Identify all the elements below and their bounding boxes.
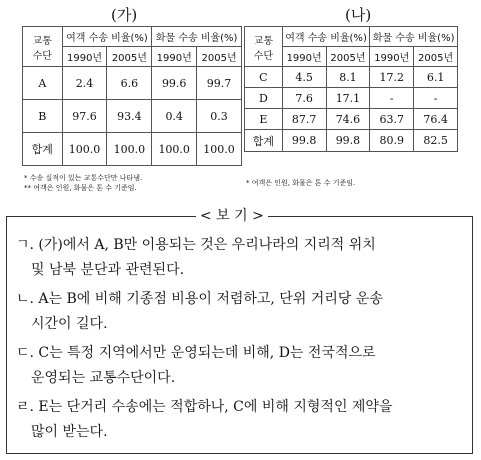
table-row [23, 67, 242, 100]
table-row [245, 109, 458, 130]
table-na [244, 26, 458, 152]
cell: 97.6 [62, 100, 107, 133]
cell: 82.5 [414, 130, 458, 152]
cell: 8.1 [326, 67, 370, 88]
cell: 100.0 [107, 133, 152, 166]
cell: 80.9 [370, 130, 414, 152]
bogi-item-line: 및 남북 분단과 관련된다. [31, 262, 185, 278]
header-passenger: 여객 수송 비율(%) [282, 27, 370, 47]
table-ga [22, 26, 242, 166]
cell: 63.7 [370, 109, 414, 130]
cell: 100.0 [62, 133, 107, 166]
bogi-item-line: 시간이 길다. [31, 316, 108, 332]
footnote: * 여객은 인원, 화물은 톤 수 기준임. [246, 179, 356, 187]
table-na-title: (나) [345, 6, 372, 24]
cell: 99.8 [282, 130, 326, 152]
cell: 99.8 [326, 130, 370, 152]
cell: - [370, 88, 414, 109]
bogi-item [16, 287, 456, 337]
row-label: A [23, 67, 63, 100]
row-label: B [23, 100, 63, 133]
cell: 17.1 [326, 88, 370, 109]
header-year: 2005년 [197, 47, 242, 67]
cell: 6.6 [107, 67, 152, 100]
cell: 6.1 [414, 67, 458, 88]
header-passenger: 여객 수송 비율(%) [62, 27, 152, 47]
cell: 87.7 [282, 109, 326, 130]
bogi-item-line: 운영되는 교통수단이다. [31, 370, 176, 386]
header-year: 1990년 [62, 47, 107, 67]
bogi-item-line: ㄷ. C는 특정 지역에서만 운영되는데 비해, D는 전국적으로 [16, 345, 376, 361]
cell: 100.0 [152, 133, 197, 166]
table-row [23, 100, 242, 133]
header-year: 2005년 [107, 47, 152, 67]
cell: 0.3 [197, 100, 242, 133]
cell: 100.0 [197, 133, 242, 166]
cell: 93.4 [107, 100, 152, 133]
table-row [245, 88, 458, 109]
cell: 99.7 [197, 67, 242, 100]
footnote: ** 여객은 인원, 화물은 톤 수 기준임. [24, 184, 137, 192]
header-year: 1990년 [152, 47, 197, 67]
row-label: D [245, 88, 283, 109]
cell: 7.6 [282, 88, 326, 109]
header-year: 2005년 [414, 47, 458, 67]
table-row [245, 130, 458, 152]
cell: 2.4 [62, 67, 107, 100]
bogi-item-line: 많이 받는다. [31, 424, 108, 440]
bogi-title: < 보 기 > [196, 205, 268, 225]
header-cargo: 화물 수송 비율(%) [370, 27, 458, 47]
table-row [245, 67, 458, 88]
header-year: 1990년 [370, 47, 414, 67]
bogi-item-line: ㄴ. A는 B에 비해 기종점 비용이 저렴하고, 단위 거리당 운송 [16, 291, 383, 307]
row-label: C [245, 67, 283, 88]
bogi-item [16, 341, 456, 391]
row-label: 합계 [23, 133, 63, 166]
table-row [23, 133, 242, 166]
table-ga-title: (가) [111, 6, 138, 24]
bogi-item-line: ㄱ. (가)에서 A, B만 이용되는 것은 우리나라의 지리적 위치 [16, 237, 376, 253]
cell: 74.6 [326, 109, 370, 130]
row-label: 합계 [245, 130, 283, 152]
header-cargo: 화물 수송 비율(%) [152, 27, 242, 47]
cell: 76.4 [414, 109, 458, 130]
bogi-item [16, 395, 456, 445]
bogi-item-line: ㄹ. E는 단거리 수송에는 적합하나, C에 비해 지형적인 제약을 [16, 399, 393, 415]
cell: 4.5 [282, 67, 326, 88]
cell: 0.4 [152, 100, 197, 133]
header-mode: 교통 수단 [23, 27, 63, 67]
cell: 99.6 [152, 67, 197, 100]
footnote: * 수송 실적이 있는 교통수단만 나타냄. [24, 174, 143, 182]
header-year: 1990년 [282, 47, 326, 67]
cell: 17.2 [370, 67, 414, 88]
cell: - [414, 88, 458, 109]
header-mode: 교통 수단 [245, 27, 283, 67]
row-label: E [245, 109, 283, 130]
header-year: 2005년 [326, 47, 370, 67]
bogi-item [16, 233, 456, 283]
